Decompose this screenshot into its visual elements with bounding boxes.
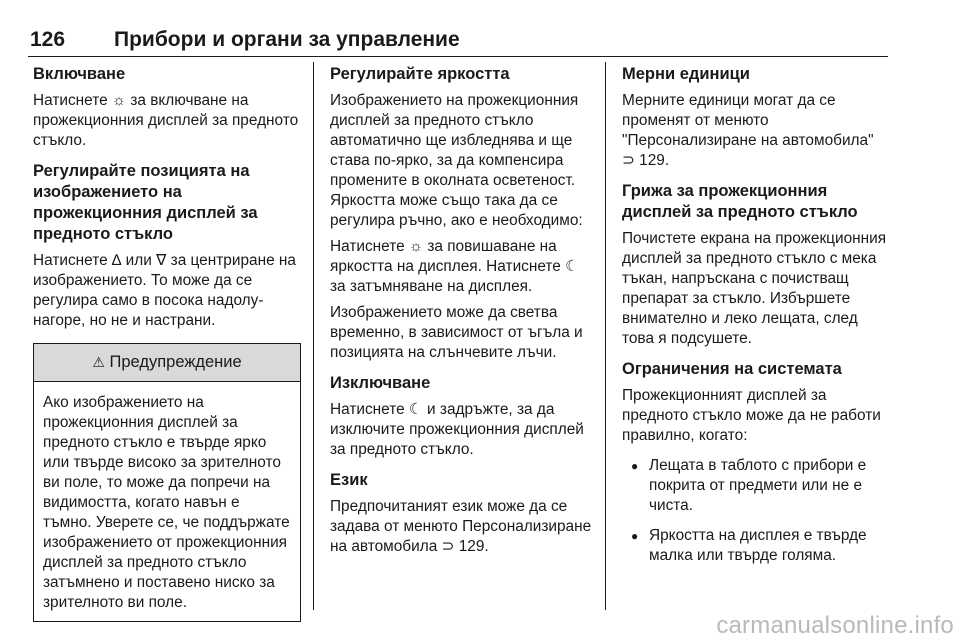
column-divider xyxy=(605,62,606,610)
brightness-text-1: Изображението на прожекционния дисплей за предното стъкло автоматично ще избледнява и ще става по-ярко, за да компенсира промените в околната осветеност. Яркостта може също така да се регулира ръчно, ако е необходимо: xyxy=(330,92,583,229)
page-header xyxy=(28,26,888,57)
warning-header xyxy=(34,344,300,382)
brightness-text-3: Изображението може да светва временно, в зависимост от ъгъла и позицията на слънчевите лъчи. xyxy=(330,304,583,361)
warning-text: Ако изображението на прожекционния дисплей за предното стъкло е твърде ярко или твърде високо за зрителното ви поле, то може да попречи на видимостта, когато навън е тъмно. Уверете се, че поддържате изображението от прожекционния дисплей за предното стъкло затъмнено и поставено ниско за зрителното ви поле. xyxy=(43,394,290,611)
section-title-care: Грижа за прожекционния дисплей за предното стъкло xyxy=(622,182,858,221)
section-text-image-position: Натиснете ∆ или ∇ за центриране на изображението. То може да се регулира само в посока надолу-нагоре, но не и настрани. xyxy=(33,252,296,329)
section-text-language: Предпочитаният език може да се задава от менюто Персонализиране на автомобила ⊃ 129. xyxy=(330,498,592,555)
page-number: 126 xyxy=(30,28,66,51)
brightness-text-2: Натиснете ☼ за повишаване на яркостта на дисплея. Натиснете ☾ за затъмняване на дисплея. xyxy=(330,238,579,295)
list-item: ● Яркостта на дисплея е твърде малка или твърде голяма. xyxy=(631,527,867,564)
list-item: ● Лещата в таблото с прибори е покрита от предмети или не е чиста. xyxy=(631,457,867,514)
warning-box xyxy=(33,343,301,622)
section-text-switch-on: Натиснете ☼ за включване на прожекционния дисплей за предното стъкло. xyxy=(33,92,299,149)
column-left xyxy=(33,64,301,622)
column-right xyxy=(622,64,888,576)
watermark: carmanualsonline.info xyxy=(716,612,954,639)
chapter-title: Прибори и органи за управление xyxy=(114,28,460,51)
section-text-switch-off: Натиснете ☾ и задръжте, за да изключите прожекционния дисплей за предното стъкло. xyxy=(330,401,584,458)
section-title-switch-on: Включване xyxy=(33,65,126,83)
limitations-list xyxy=(622,456,888,566)
section-title-brightness: Регулирайте яркостта xyxy=(330,65,510,83)
section-title-limitations: Ограничения на системата xyxy=(622,360,842,378)
section-text-care: Почистете екрана на прожекционния дисплей за предното стъкло с мека тъкан, напръскана с почистващ препарат за стъкло. Избършете внимателно и леко лещата, след това я подсушете. xyxy=(622,230,887,347)
section-text-limitations: Прожекционният дисплей за предното стъкло може да не работи правилно, когато: xyxy=(622,387,881,444)
column-middle xyxy=(330,64,598,557)
bullet-icon: ● xyxy=(631,459,639,473)
warning-title: Предупреждение xyxy=(109,353,242,371)
section-text-units: Мерните единици могат да се променят от менюто "Персонализиране на автомобила" ⊃ 129. xyxy=(622,92,874,169)
column-divider xyxy=(313,62,314,610)
bullet-icon: ● xyxy=(631,529,639,543)
section-title-units: Мерни единици xyxy=(622,65,750,83)
warning-triangle-icon: ⚠ xyxy=(92,355,105,371)
section-title-image-position: Регулирайте позицията на изображението на прожекционния дисплей за предното стъкло xyxy=(33,162,258,243)
section-title-language: Език xyxy=(330,471,368,489)
section-title-switch-off: Изключване xyxy=(330,374,431,392)
